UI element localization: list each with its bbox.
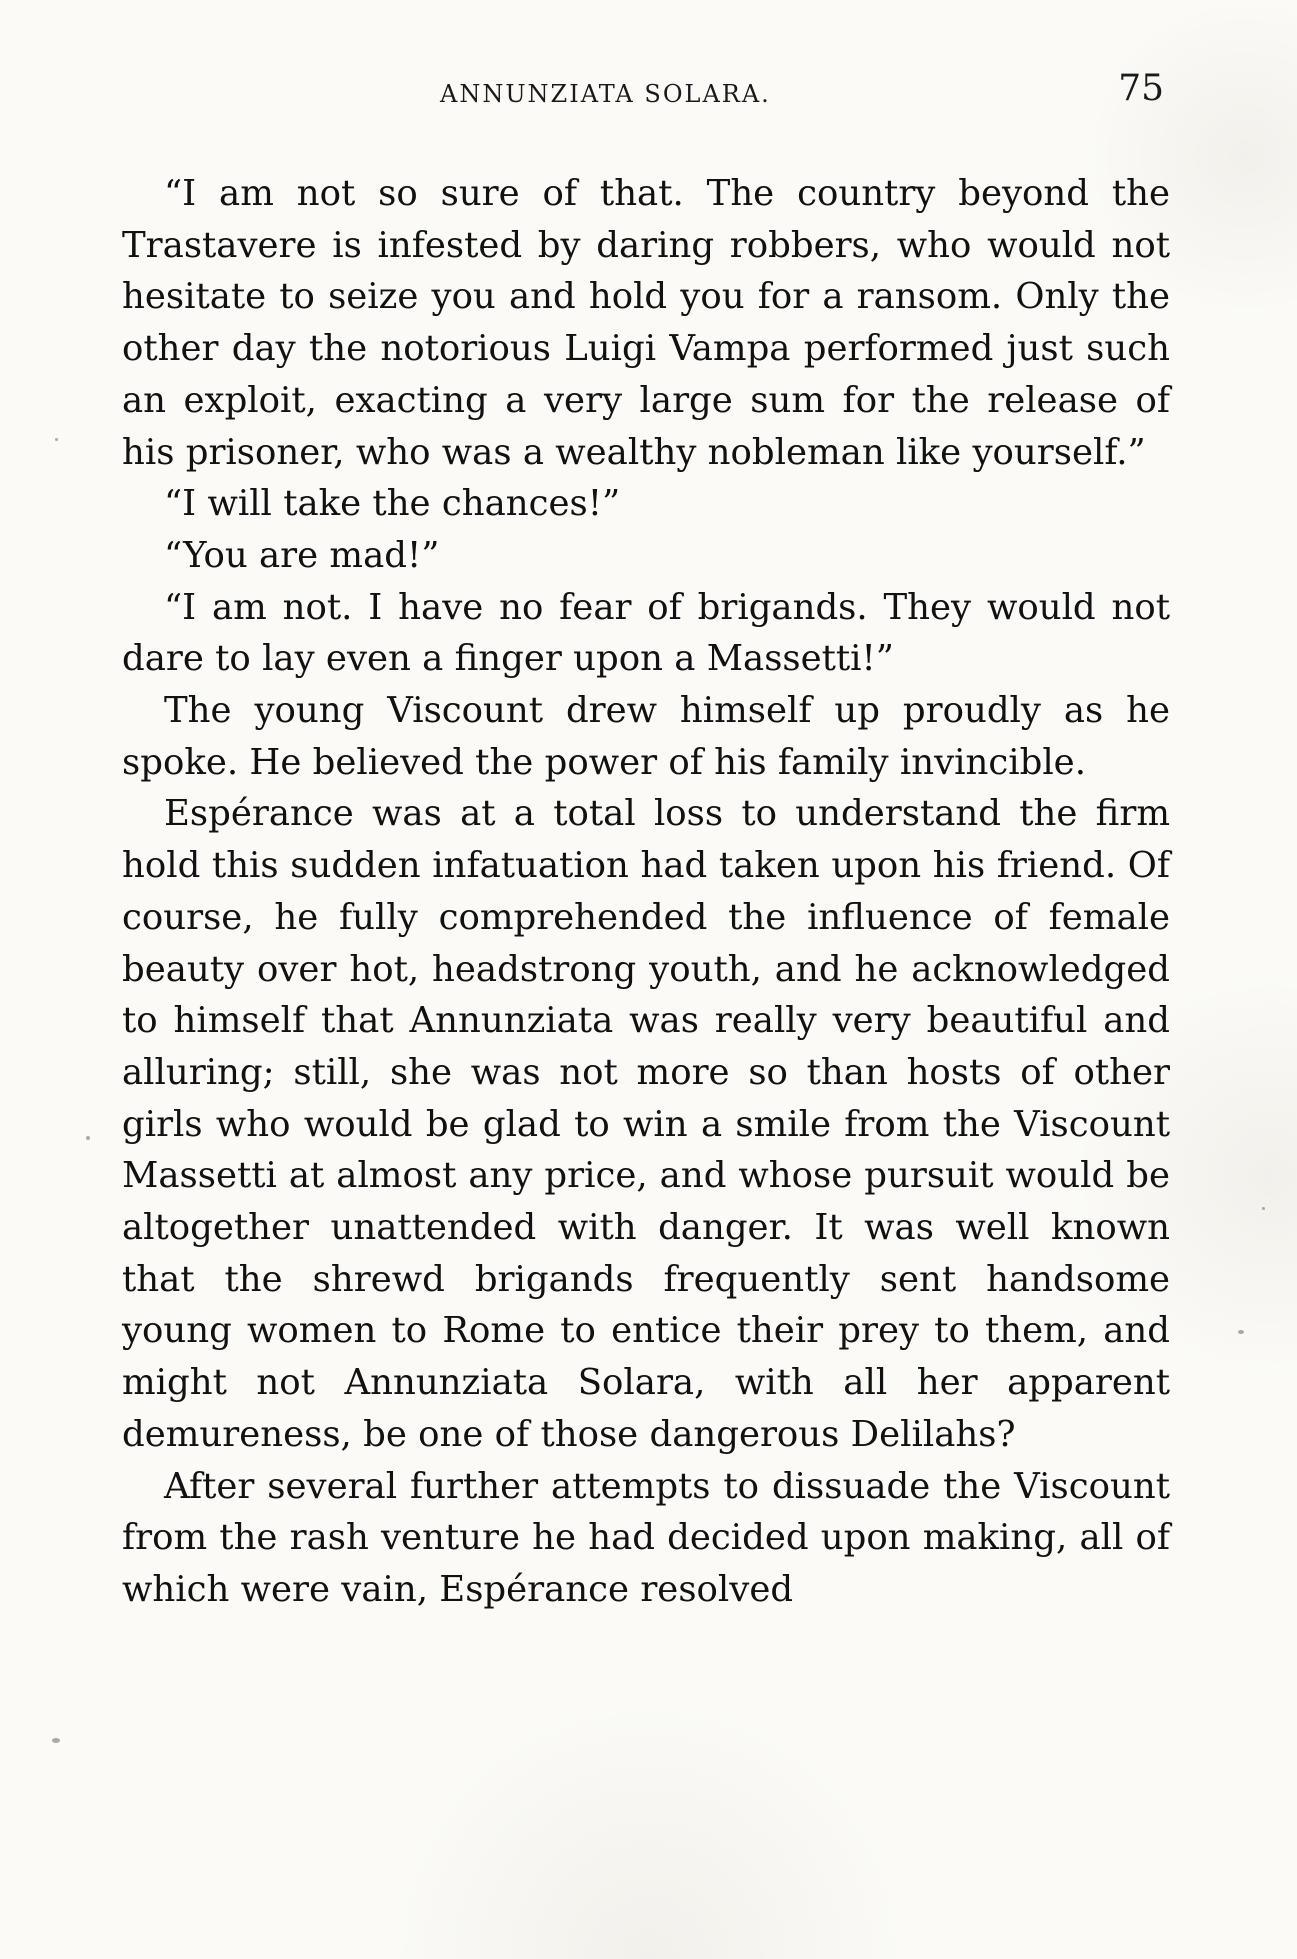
speck (55, 438, 58, 441)
paragraph-5: The young Viscount drew himself up proudly as he spoke. He believed the power of his family invincible. (122, 690, 1170, 783)
speck (52, 1738, 60, 1743)
paragraph-4: “I am not. I have no fear of brigands. They would not dare to lay even a finger upon a Massetti!” (122, 586, 1170, 680)
paragraph-2: “I will take the chances!” (164, 483, 621, 525)
running-head: ANNUNZIATA SOLARA. (440, 80, 771, 108)
speck (86, 1136, 90, 1140)
paragraph-7: After several further attempts to dissuade the Viscount from the rash venture he had decided upon making, all of which were vain, Espérance resolved (122, 1465, 1170, 1610)
paragraph-6: Espérance was at a total loss to understand the firm hold this sudden infatuation had taken upon his friend. Of course, he fully comprehended the influence of female beauty over hot, headstrong youth, and he acknowledged to himself that Annunziata was really very beautiful and alluring; still, she was not more so than hosts of other girls who would be glad to win a smile from the Viscount Massetti at almost any price, and whose pursuit would be altogether unattended with danger. It was well known that the shrewd brigands frequently sent handsome young women to Rome to entice their prey to them, and might not Annunziata Solara, with all her apparent demureness, be one of those dangerous Delilahs? (122, 793, 1170, 1455)
page-header (120, 62, 1170, 112)
page-number: 75 (1118, 68, 1164, 109)
paragraph-1: “I am not so sure of that. The country beyond the Trastavere is infested by daring robbers, who would not hesitate to seize you and hold you for a ransom. Only the other day the notorious Luigi Vampa performed just such an exploit, exacting a very large sum for the release of his prisoner, who was a wealthy nobleman like yourself.” (122, 173, 1170, 473)
paragraph-3: “You are mad!” (164, 534, 440, 576)
speck (1238, 1330, 1244, 1334)
body-text (122, 168, 1170, 1616)
speck (1262, 1207, 1265, 1210)
